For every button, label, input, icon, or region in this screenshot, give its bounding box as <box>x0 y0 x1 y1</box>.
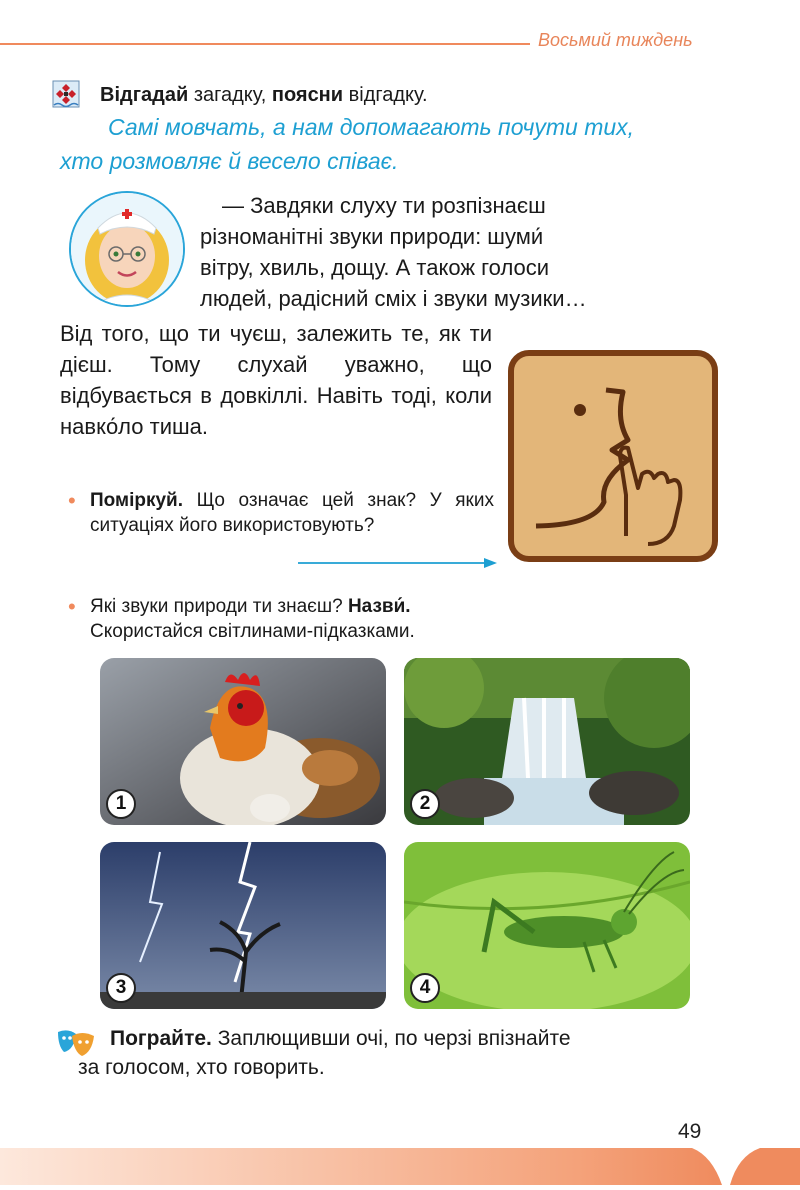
photo-thunderstorm <box>100 842 386 1009</box>
nurse-avatar <box>68 190 186 308</box>
bullet-sounds-label: Назви́. <box>347 596 411 617</box>
photo-grasshopper <box>404 842 690 1009</box>
game-text-line-1: Заплющивши очі, по черзі впізнайте <box>211 1027 571 1050</box>
nurse-line-2: різноманітні звуки природи: шуми́ <box>200 224 544 249</box>
bullet-name-sounds <box>68 594 690 644</box>
bullet-think-label: Поміркуй. <box>90 490 183 511</box>
body-paragraph-text: Від того, що ти чуєш, залежить те, як ти дієш. Тому слухай уважно, що відбувається в довкіллі. Навіть тоді, коли навко́ло тиша. <box>60 321 492 439</box>
photo-waterfall <box>404 658 690 825</box>
riddle-line-2: хто розмовляє й весело співає. <box>60 148 399 174</box>
photo-number-badge: 3 <box>106 973 136 1003</box>
riddle-instruction: Відгадай загадку, поясни відгадку. <box>100 84 428 106</box>
photo-number-badge: 4 <box>410 973 440 1003</box>
photo-rooster <box>100 658 386 825</box>
bullet-dot-icon: • <box>68 488 76 513</box>
bullet-think-text: Що означає цей знак? У яких ситуаціях його використовують? <box>90 490 494 536</box>
body-paragraph <box>60 318 492 442</box>
pointer-arrow-icon <box>298 556 498 568</box>
riddle-line-1: Самі мовчать, а нам допомагають почути тих, <box>108 114 635 140</box>
bullet-dot-icon: • <box>68 594 76 619</box>
page-number: 49 <box>678 1120 702 1143</box>
photo-number-badge: 2 <box>410 789 440 819</box>
nurse-speech <box>200 190 716 314</box>
game-label: Пограйте. <box>110 1027 212 1050</box>
header-divider <box>0 43 530 45</box>
nurse-line-3: вітру, хвиль, дощу. А також голоси <box>200 255 550 280</box>
bullet-sounds-hint: Скористайся світлинами-підказками. <box>90 621 415 642</box>
bullet-think <box>68 488 494 538</box>
week-title: Восьмий тиждень <box>538 30 693 50</box>
footer-band <box>0 1148 800 1185</box>
riddle-ornament-icon <box>52 80 80 108</box>
game-text-line-2: за голосом, хто говорить. <box>78 1056 325 1079</box>
silence-sign-icon <box>508 350 718 562</box>
photo-number-badge: 1 <box>106 789 136 819</box>
bullet-sounds-question: Які звуки природи ти знаєш? <box>90 596 348 617</box>
nurse-line-4: людей, радісний сміх і звуки музики… <box>200 286 587 311</box>
game-instruction <box>78 1024 716 1082</box>
nurse-line-1: — Завдяки слуху ти розпізнаєш <box>222 193 546 218</box>
riddle-text <box>60 110 760 178</box>
